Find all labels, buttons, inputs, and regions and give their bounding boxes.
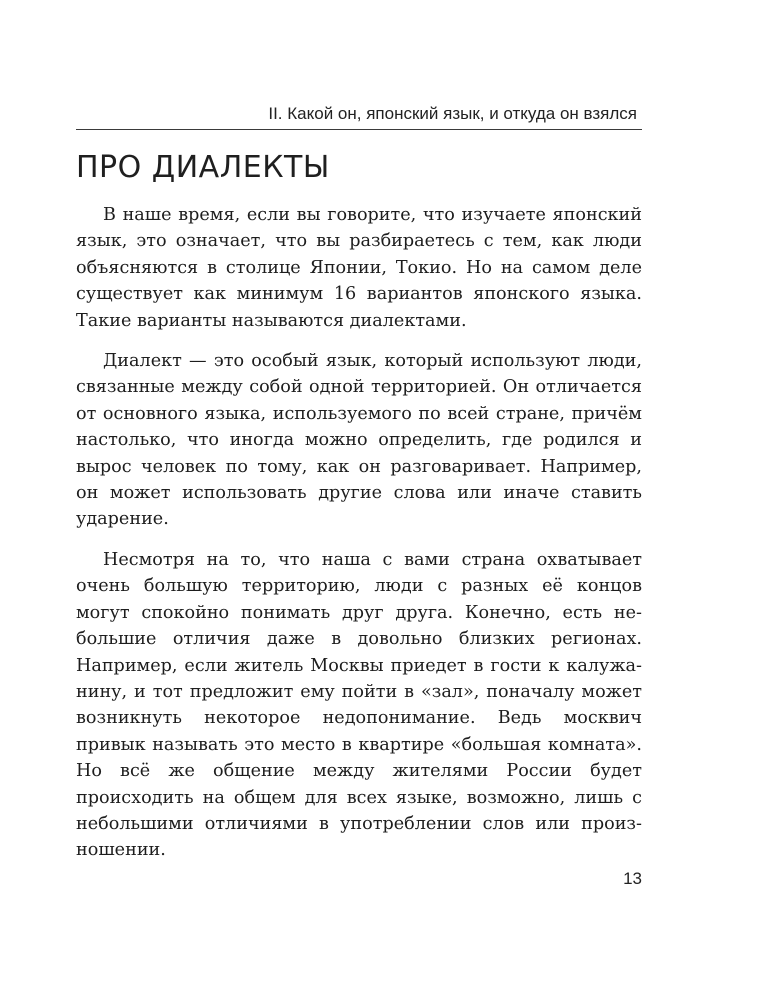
- paragraph: Диалект — это особый язык, который используют люди, связанные между собой одной территорией. Он отличается от основного языка, используемого по всей стране, причём настолько, что иногда можно определить, где родился и вырос человек по тому, как он разговаривает. Например, он может использовать другие слова или иначе ставить ударение.: [76, 351, 642, 530]
- body-text: [76, 202, 642, 878]
- section-title: ПРО ДИАЛЕКТЫ: [76, 150, 330, 185]
- page-number: 13: [623, 869, 642, 888]
- running-head: II. Какой он, японский язык, и откуда он взялся: [268, 104, 637, 123]
- header-rule: [76, 129, 642, 130]
- paragraph: В наше время, если вы говорите, что изучаете японский язык, это означает, что вы разбираетесь с тем, как люди объясняются в столице Японии, Токио. Но на самом деле существует как минимум 16 вариантов японского языка. Такие варианты называются диалектами.: [76, 205, 642, 331]
- paragraph: Несмотря на то, что наша с вами страна охватывает очень большую территорию, люди с разных её концов могут спокойно понимать друг друга. Конечно, есть небольшие отличия даже в довольно близких регионах. Например, если житель Москвы приедет в гости к калужанину, и тот предложит ему пойти в «зал», поначалу может возникнуть некоторое недопонимание. Ведь москвич привык называть это место в квартире «большая комната». Но всё же общение между жителями России будет происходить на общем для всех языке, возможно, лишь с небольшими отличиями в употреблении слов или произношении.: [76, 549, 642, 861]
